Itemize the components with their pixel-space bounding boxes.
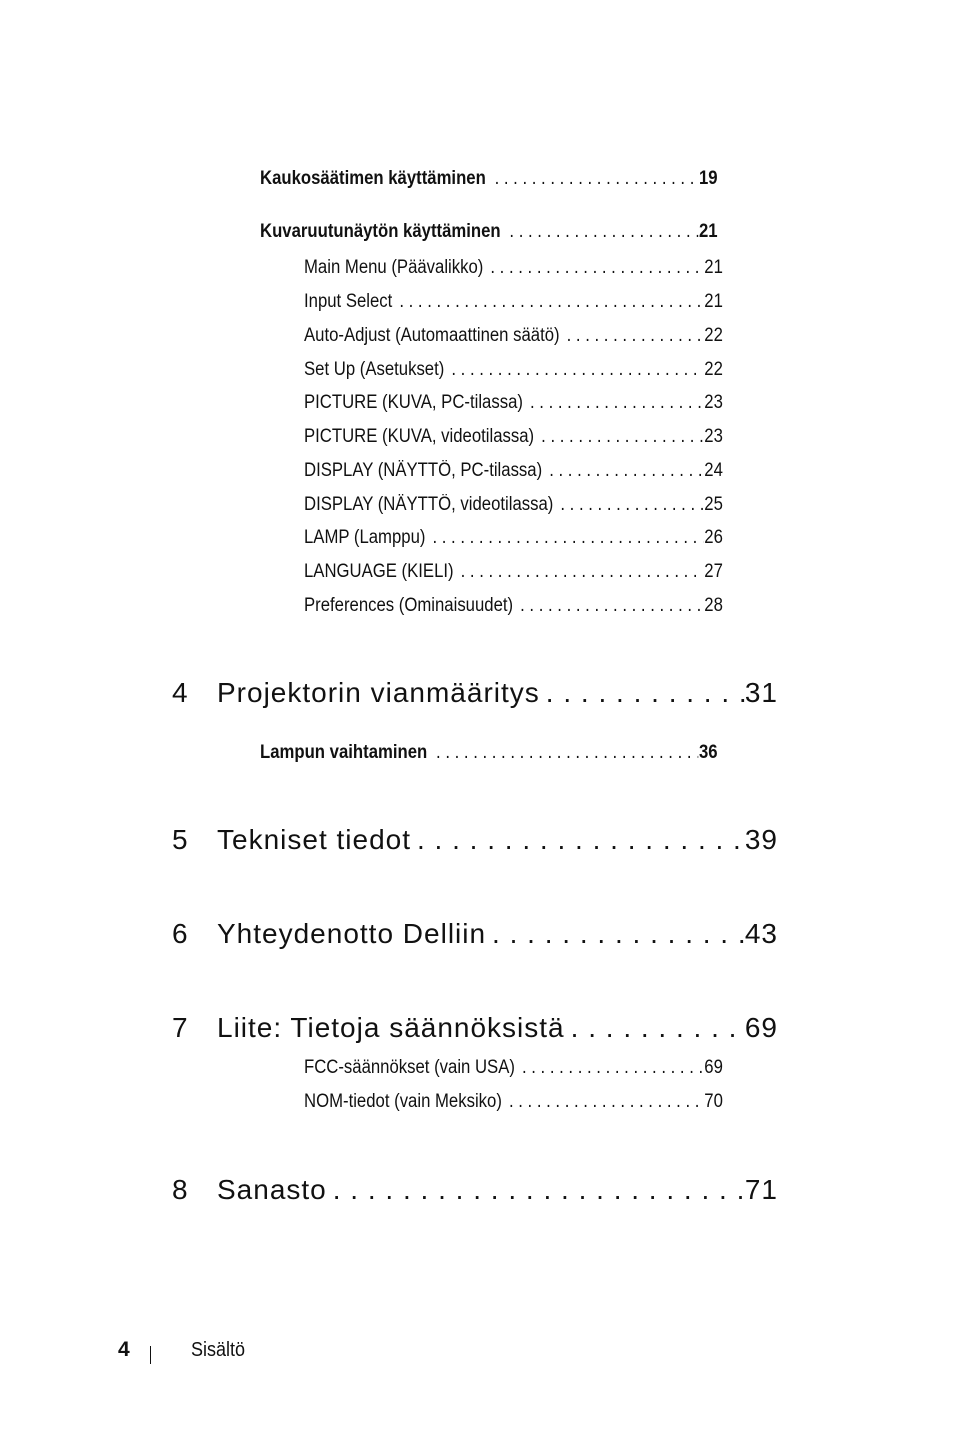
toc-entry[interactable] [304, 527, 723, 549]
toc-entry[interactable] [304, 1057, 723, 1079]
toc-entry-page: 24 [704, 460, 723, 481]
chapter-title: Sanasto [217, 1174, 327, 1205]
chapter-number: 7 [172, 1012, 189, 1043]
toc-entry-page: 22 [704, 359, 723, 380]
toc-entry-title: PICTURE (KUVA, PC-tilassa) [304, 392, 523, 413]
dot-leader [411, 824, 745, 856]
chapter-number: 8 [172, 1174, 189, 1205]
toc-entry[interactable] [260, 742, 718, 764]
toc-entry-title: Preferences (Ominaisuudet) [304, 595, 514, 616]
chapter-number: 5 [172, 824, 189, 855]
dot-leader [483, 257, 703, 279]
chapter-page: 43 [744, 918, 778, 949]
toc-chapter[interactable] [172, 918, 778, 950]
dot-leader [560, 325, 704, 347]
toc-entry[interactable] [304, 325, 723, 347]
toc-entry-page: 27 [704, 561, 723, 582]
dot-leader [540, 677, 745, 709]
toc-entry-title: DISPLAY (NÄYTTÖ, PC-tilassa) [304, 460, 543, 481]
toc-entry-title: LANGUAGE (KIELI) [304, 561, 454, 582]
toc-entry[interactable] [260, 168, 718, 190]
dot-leader [444, 359, 703, 381]
toc-entry-page: 23 [704, 426, 723, 447]
toc-entry[interactable] [304, 494, 723, 516]
dot-leader [534, 426, 703, 448]
toc-entry-page: 21 [698, 221, 718, 242]
footer-page-number: 4 [118, 1338, 130, 1361]
toc-entry[interactable] [304, 1091, 723, 1113]
chapter-page: 69 [744, 1012, 778, 1043]
dot-leader [542, 460, 703, 482]
chapter-title: Projektorin vianmääritys [217, 677, 540, 708]
chapter-page: 39 [744, 824, 778, 855]
toc-entry-page: 21 [704, 257, 723, 278]
dot-leader [553, 494, 703, 516]
dot-leader [513, 595, 703, 617]
dot-leader [501, 221, 699, 243]
chapter-number: 4 [172, 677, 189, 708]
toc-entry-page: 25 [704, 494, 723, 515]
toc-entry[interactable] [304, 359, 723, 381]
toc-entry-title: Lampun vaihtaminen [260, 742, 428, 763]
toc-entry-title: Input Select [304, 291, 393, 312]
chapter-title: Liite: Tietoja säännöksistä [217, 1012, 565, 1043]
toc-entry[interactable] [304, 426, 723, 448]
toc-entry[interactable] [304, 392, 723, 414]
dot-leader [515, 1057, 704, 1079]
toc-entry[interactable] [304, 561, 723, 583]
toc-chapter[interactable] [172, 677, 778, 709]
toc-entry[interactable] [304, 257, 723, 279]
toc-entry-page: 23 [704, 392, 723, 413]
toc-entry-page: 36 [698, 742, 718, 763]
toc-chapter[interactable] [172, 1012, 778, 1044]
dot-leader [392, 291, 703, 313]
chapter-page: 71 [744, 1174, 778, 1205]
toc-entry[interactable] [260, 221, 718, 243]
toc-entry-page: 19 [698, 168, 718, 189]
dot-leader [502, 1091, 704, 1113]
toc-entry-page: 26 [704, 527, 723, 548]
toc-entry-page: 69 [704, 1057, 723, 1078]
toc-entry-page: 21 [704, 291, 723, 312]
toc-entry-title: NOM-tiedot (vain Meksiko) [304, 1091, 502, 1112]
dot-leader [486, 168, 698, 190]
toc-entry-page: 28 [704, 595, 723, 616]
toc-entry-title: Kuvaruutunäytön käyttäminen [260, 221, 501, 242]
toc-entry-title: Set Up (Asetukset) [304, 359, 445, 380]
dot-leader [523, 392, 704, 414]
dot-leader [327, 1174, 745, 1206]
toc-entry[interactable] [304, 291, 723, 313]
footer-divider [150, 1346, 151, 1364]
chapter-title: Yhteydenotto Delliin [217, 918, 487, 949]
toc-entry-title: FCC-säännökset (vain USA) [304, 1057, 515, 1078]
chapter-page: 31 [744, 677, 778, 708]
toc-entry-title: LAMP (Lamppu) [304, 527, 426, 548]
chapter-number: 6 [172, 918, 189, 949]
toc-chapter[interactable] [172, 1174, 778, 1206]
dot-leader [565, 1012, 745, 1044]
toc-entry-page: 22 [704, 325, 723, 346]
footer-section-label: Sisältö [191, 1339, 246, 1361]
toc-entry-title: Auto-Adjust (Automaattinen säätö) [304, 325, 560, 346]
toc-entry-title: PICTURE (KUVA, videotilassa) [304, 426, 535, 447]
toc-entry[interactable] [304, 595, 723, 617]
dot-leader [427, 742, 698, 764]
toc-entry-title: DISPLAY (NÄYTTÖ, videotilassa) [304, 494, 554, 515]
dot-leader [425, 527, 703, 549]
dot-leader [486, 918, 745, 950]
chapter-title: Tekniset tiedot [217, 824, 411, 855]
toc-entry-page: 70 [704, 1091, 723, 1112]
toc-entry-title: Main Menu (Päävalikko) [304, 257, 484, 278]
toc-entry[interactable] [304, 460, 723, 482]
toc-entry-title: Kaukosäätimen käyttäminen [260, 168, 486, 189]
toc-chapter[interactable] [172, 824, 778, 856]
dot-leader [454, 561, 704, 583]
